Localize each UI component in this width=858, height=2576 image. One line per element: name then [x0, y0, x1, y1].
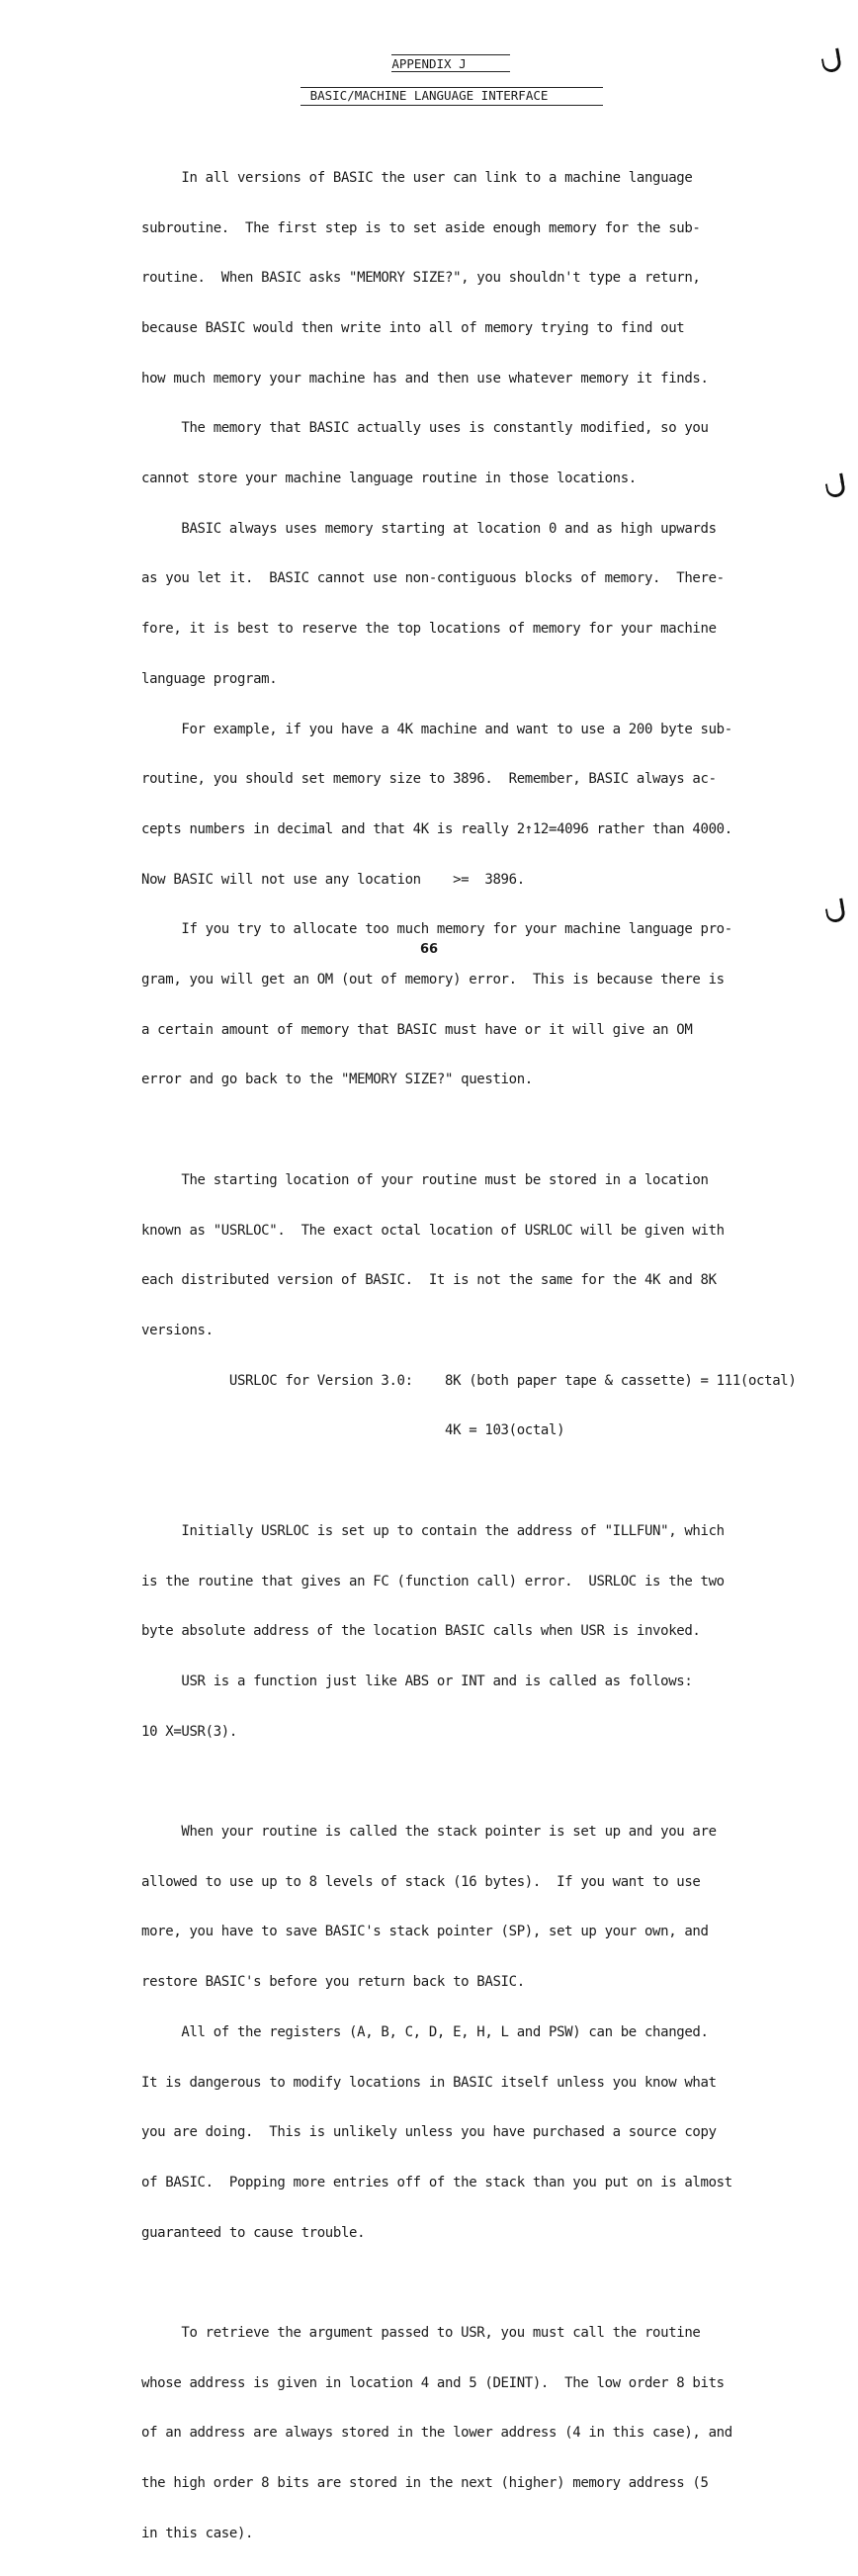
text-line [141, 2275, 833, 2291]
text-line [141, 1473, 833, 1490]
text-line: BASIC always uses memory starting at location 0 and as high upwards [141, 520, 717, 537]
text-line: It is dangerous to modify locations in BASIC itself unless you know what [141, 2074, 717, 2091]
text-line: USR is a function just like ABS or INT and is called as follows: [141, 1673, 693, 1689]
text-line: language program. [141, 670, 278, 687]
text-line: fore, it is best to reserve the top locations of memory for your machine [141, 621, 717, 638]
text-line: in this case). [141, 2525, 254, 2541]
text-line: error and go back to the "MEMORY SIZE?" question. [141, 1072, 533, 1088]
appendix-top-rule [391, 54, 510, 55]
text-line: of an address are always stored in the lower address (4 in this case), and [141, 2425, 732, 2442]
text-line: is the routine that gives an FC (function call) error. USRLOC is the two [141, 1573, 725, 1589]
text-line: as you let it. BASIC cannot use non-contiguous blocks of memory. There- [141, 570, 725, 587]
text-line: allowed to use up to 8 levels of stack (16 bytes). If you want to use [141, 1873, 701, 1890]
text-line: In all versions of BASIC the user can link to a machine language [141, 169, 693, 186]
text-line: Now BASIC will not use any location >= 3896. [141, 871, 525, 888]
text-line: because BASIC would then write into all of memory trying to find out [141, 319, 685, 336]
title-bottom-rule [300, 105, 603, 106]
section-heading [0, 88, 858, 104]
text-line: how much memory your machine has and then use whatever memory it finds. [141, 370, 709, 386]
text-line: To retrieve the argument passed to USR, you must call the routine [141, 2325, 701, 2342]
text-line: The memory that BASIC actually uses is constantly modified, so you [141, 420, 709, 437]
text-line: When your routine is called the stack pointer is set up and you are [141, 1824, 717, 1841]
appendix-label: APPENDIX J [391, 56, 467, 71]
text-line: guaranteed to cause trouble. [141, 2224, 366, 2241]
text-line: the high order 8 bits are stored in the next (higher) memory address (5 [141, 2475, 709, 2492]
text-line: routine, you should set memory size to 3896. Remember, BASIC always ac- [141, 771, 717, 788]
text-line: 4K = 103(octal) [141, 1422, 565, 1439]
text-line: If you try to allocate too much memory for your machine language pro- [141, 921, 732, 938]
text-line: All of the registers (A, B, C, D, E, H, L and PSW) can be changed. [141, 2023, 709, 2040]
text-line: Initially USRLOC is set up to contain the address of "ILLFUN", which [141, 1522, 725, 1539]
text-line: USRLOC for Version 3.0: 8K (both paper tape & cassette) = 111(octal) [141, 1372, 797, 1389]
text-line: gram, you will get an OM (out of memory) error. This is because there is [141, 972, 725, 988]
text-line: versions. [141, 1322, 214, 1338]
text-line: subroutine. The first step is to set aside enough memory for the sub- [141, 219, 701, 236]
text-line: 10 X=USR(3). [141, 1723, 237, 1740]
appendix-heading [0, 56, 858, 72]
text-line [141, 1773, 833, 1790]
text-line: For example, if you have a 4K machine and want to use a 200 byte sub- [141, 721, 732, 737]
text-line: known as "USRLOC". The exact octal location of USRLOC will be given with [141, 1222, 725, 1239]
page-number: 66 [419, 942, 439, 957]
text-line: cepts numbers in decimal and that 4K is really 2↑12=4096 rather than 4000. [141, 820, 732, 837]
text-line: routine. When BASIC asks "MEMORY SIZE?", you shouldn't type a return, [141, 270, 701, 287]
text-line: a certain amount of memory that BASIC must have or it will give an OM [141, 1021, 693, 1038]
text-line: of BASIC. Popping more entries off of the stack than you put on is almost [141, 2174, 732, 2190]
body-text [141, 136, 833, 2576]
text-line: more, you have to save BASIC's stack pointer (SP), set up your own, and [141, 1924, 709, 1940]
text-line [141, 1122, 833, 1139]
text-line: whose address is given in location 4 and 5 (DEINT). The low order 8 bits [141, 2374, 725, 2391]
text-line: restore BASIC's before you return back to BASIC. [141, 1974, 525, 1991]
text-line: cannot store your machine language routine in those locations. [141, 471, 637, 487]
text-line: The starting location of your routine must be stored in a location [141, 1171, 709, 1188]
text-line: each distributed version of BASIC. It is not the same for the 4K and 8K [141, 1272, 717, 1289]
text-line: you are doing. This is unlikely unless you have purchased a source copy [141, 2124, 717, 2141]
section-title: BASIC/MACHINE LANGUAGE INTERFACE [309, 88, 549, 103]
text-line: byte absolute address of the location BASIC calls when USR is invoked. [141, 1623, 701, 1640]
appendix-bottom-rule [391, 71, 510, 72]
